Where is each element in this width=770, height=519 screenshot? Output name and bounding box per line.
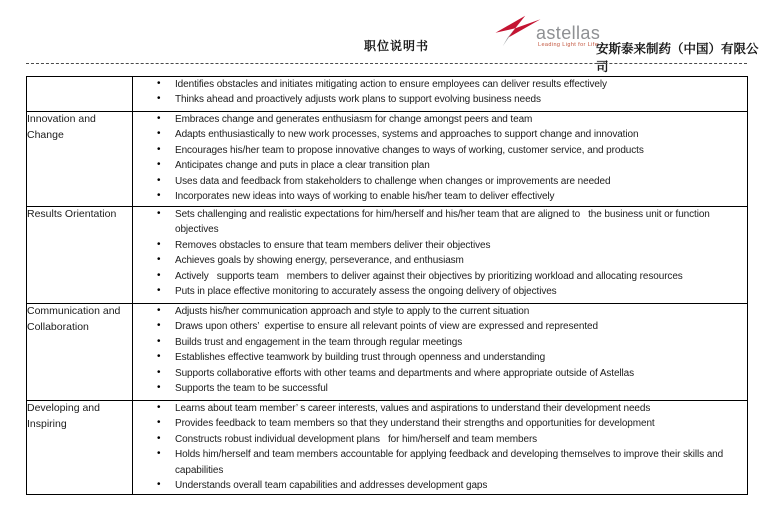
bullet-text: Builds trust and engagement in the team through regular meetings [175,336,463,348]
competency-label: Communication and Collaboration [27,304,133,401]
company-name: 安斯泰来制药（中国）有限公司 [596,42,759,74]
bullet-icon: • [157,93,161,105]
document-title: 职位说明书 [364,39,430,53]
bullet-icon: • [157,366,161,378]
bullet-item [155,238,747,253]
bullet-text: Learns about team member’ s career interests, values and aspirations to understand their development needs [175,403,651,414]
bullet-text: Adapts enthusiastically to new work processes, systems and approaches to support change and innovation [175,129,639,141]
bullet-list [133,401,747,493]
bullet-text: Constructs robust individual development plans for him/herself and team members [175,433,538,445]
bullet-text: Incorporates new ideas into ways of working to enable his/her team to deliver effectively [175,191,555,203]
bullet-text: Identifies obstacles and initiates mitigating action to ensure employees can deliver results effectively [175,79,607,90]
bullet-text: Sets challenging and realistic expectations for him/herself and his/her team that are aligned to the business unit or function objectives [175,209,713,236]
bullet-item [155,77,747,92]
bullet-icon: • [157,335,161,347]
table-row [27,77,748,112]
bullet-item [155,207,747,238]
bullet-text: Supports the team to be successful [175,383,328,395]
bullet-text: Encourages his/her team to propose innovative changes to ways of working, customer service, and products [175,144,644,156]
bullet-list [133,77,747,108]
bullet-text: Establishes effective teamwork by building trust through openness and understanding [175,352,546,364]
competency-bullets [133,77,748,112]
bullet-item [155,432,747,447]
competency-bullets [133,207,748,304]
bullet-icon: • [157,382,161,394]
bullet-text: Embraces change and generates enthusiasm for change amongst peers and team [175,114,533,125]
bullet-item [155,416,747,431]
bullet-text: Understands overall team capabilities and addresses development gaps [175,480,488,492]
bullet-item [155,284,747,299]
bullet-list [133,304,747,396]
bullet-icon: • [157,402,161,413]
astellas-star-icon [494,13,542,49]
bullet-item [155,127,747,142]
bullet-icon: • [157,269,161,281]
table-row [27,112,748,207]
bullet-icon: • [157,238,161,250]
bullet-item [155,478,747,493]
bullet-text: Removes obstacles to ensure that team members deliver their objectives [175,239,491,251]
bullet-list [133,112,747,204]
bullet-icon: • [157,254,161,266]
bullet-item [155,335,747,350]
bullet-text: Thinks ahead and proactively adjusts work plans to support evolving business needs [175,94,541,106]
bullet-item [155,92,747,107]
bullet-list [133,207,747,299]
competency-bullets [133,112,748,207]
bullet-icon: • [157,351,161,363]
bullet-text: Uses data and feedback from stakeholders to challenge when changes or improvements are needed [175,175,611,187]
bullet-item [155,143,747,158]
bullet-item [155,319,747,334]
bullet-item [155,174,747,189]
bullet-item [155,253,747,268]
bullet-item [155,112,747,127]
bullet-icon: • [157,208,161,219]
competency-table [26,76,748,495]
bullet-icon: • [157,128,161,140]
table-row [27,401,748,495]
logo-wordmark: astellas [536,23,601,43]
bullet-icon: • [157,305,161,316]
bullet-item [155,158,747,173]
logo-text [536,25,600,49]
competency-label [27,77,133,112]
bullet-icon: • [157,448,161,460]
bullet-text: Adjusts his/her communication approach and style to apply to the current situation [175,306,530,317]
table-row [27,304,748,401]
bullet-text: Holds him/herself and team members accountable for applying feedback and developing themselves to improve their skills and capabilities [175,449,726,476]
bullet-icon: • [157,190,161,202]
competency-bullets [133,401,748,495]
bullet-item [155,189,747,204]
bullet-item [155,381,747,396]
bullet-item [155,366,747,381]
bullet-icon: • [157,174,161,186]
bullet-text: Supports collaborative efforts with other teams and departments and where appropriate outside of Astellas [175,367,635,379]
bullet-icon: • [157,417,161,429]
competency-label: Innovation and Change [27,112,133,207]
competency-label: Developing and Inspiring [27,401,133,495]
logo-tagline: Leading Light for Life [538,42,599,48]
bullet-text: Draws upon others’ expertise to ensure all relevant points of view are expressed and represented [175,321,598,333]
bullet-text: Puts in place effective monitoring to accurately assess the ongoing delivery of objectives [175,286,557,298]
bullet-icon: • [157,78,161,89]
bullet-icon: • [157,432,161,444]
astellas-logo [494,13,600,49]
bullet-icon: • [157,159,161,171]
bullet-item [155,447,747,478]
header-divider [26,63,747,64]
competency-label: Results Orientation [27,207,133,304]
competency-bullets [133,304,748,401]
bullet-icon: • [157,320,161,332]
table-row [27,207,748,304]
bullet-item [155,350,747,365]
bullet-icon: • [157,113,161,124]
bullet-icon: • [157,285,161,297]
bullet-text: Actively supports team members to deliver against their objectives by prioritizing workload and allocating resources [175,270,683,282]
bullet-text: Anticipates change and puts in place a clear transition plan [175,160,430,172]
bullet-text: Provides feedback to team members so that they understand their strengths and opportunities for development [175,418,655,430]
bullet-icon: • [157,143,161,155]
bullet-icon: • [157,479,161,491]
bullet-text: Achieves goals by showing energy, perseverance, and enthusiasm [175,255,464,267]
bullet-item [155,304,747,319]
bullet-item [155,401,747,416]
bullet-item [155,269,747,284]
